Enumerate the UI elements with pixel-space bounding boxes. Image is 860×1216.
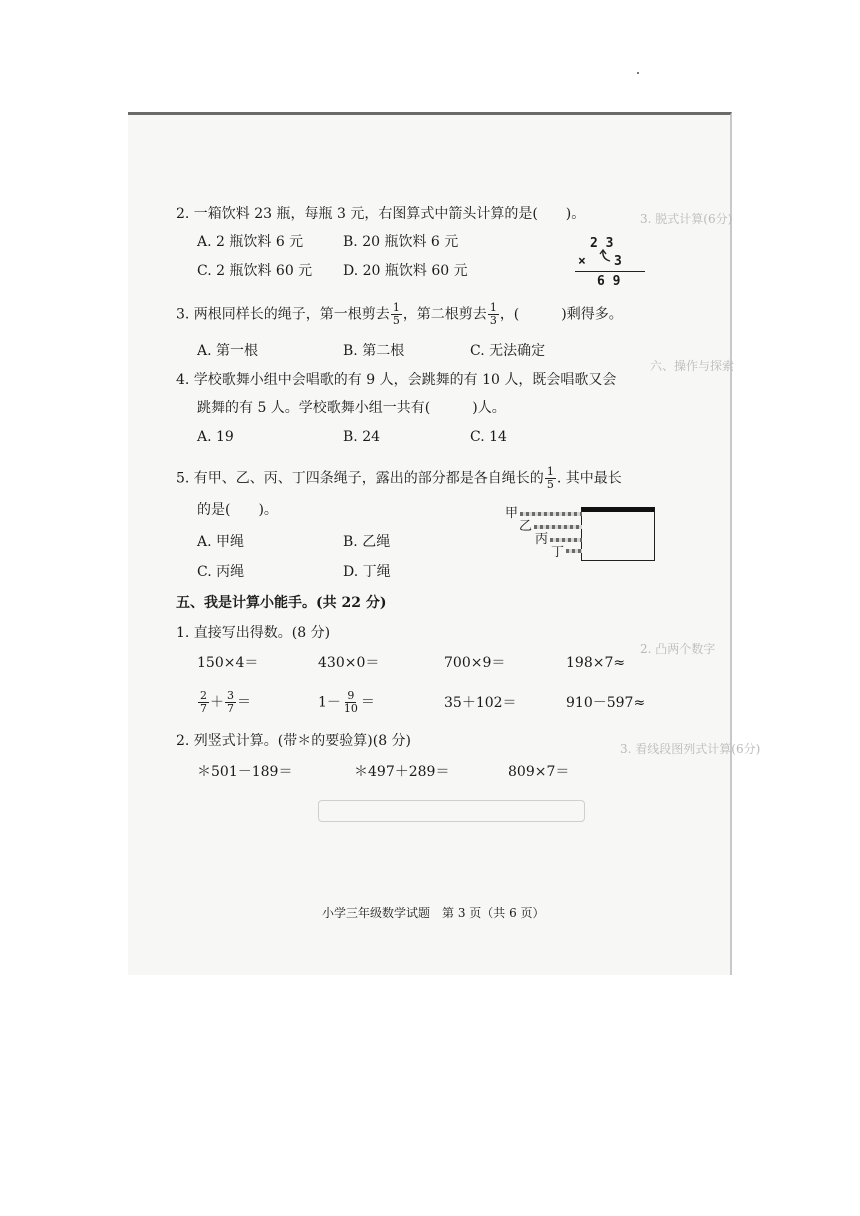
q2-stem: 2. 一箱饮料 23 瓶，每瓶 3 元，右图算式中箭头计算的是( )。: [176, 206, 586, 222]
q3-f1-numerator: 1: [392, 301, 400, 314]
rope-label-yi: 乙: [519, 519, 533, 534]
rope-jia: [520, 512, 582, 516]
calc-item-fraction-diff: [318, 690, 375, 715]
q5-stem-line2: 的是( )。: [197, 502, 278, 518]
calc-item: 700×9＝: [444, 655, 506, 671]
mul-top-number: 2 3: [590, 236, 614, 251]
q3-fraction-1: [391, 302, 402, 327]
rope-label-bing: 丙: [535, 532, 549, 547]
calc-item: 150×4＝: [197, 655, 259, 671]
sec5-sub1-title: 1. 直接写出得数。(8 分): [176, 625, 331, 641]
page-footer: 小学三年级数学试题 第 3 页（共 6 页）: [322, 906, 545, 920]
mul-line: [575, 271, 645, 272]
fraction: [225, 690, 236, 715]
fraction: [198, 690, 209, 715]
equals-sign: ＝: [237, 694, 251, 711]
vertical-calc-item: 809×7＝: [508, 764, 570, 780]
q3-option-b: B. 第二根: [343, 343, 405, 359]
rope-ding: [566, 549, 582, 553]
covering-box: [581, 507, 655, 561]
q3-option-a: A. 第一根: [197, 343, 259, 359]
q2-option-c: C. 2 瓶饮料 60 元: [197, 263, 313, 279]
q4-option-a: A. 19: [197, 429, 234, 445]
rope-label-ding: 丁: [551, 545, 565, 560]
vertical-calc-item: ＊497＋289＝: [354, 764, 450, 780]
numerator: 9: [347, 689, 355, 702]
bleed-through-text: 3. 看线段图列式计算(6分): [620, 742, 761, 756]
equals-sign: ＝: [360, 694, 375, 711]
q5-option-c: C. 丙绳: [197, 564, 245, 580]
q2-option-d: D. 20 瓶饮料 60 元: [343, 263, 468, 279]
denominator: 10: [343, 702, 358, 715]
q3-text-2: ，第二根剪去: [402, 306, 487, 323]
curved-arrow-icon: [598, 247, 614, 263]
q3-f1-denominator: 5: [392, 314, 400, 327]
vertical-calc-item: ＊501－189＝: [197, 764, 293, 780]
denominator: 7: [200, 702, 207, 715]
sec5-sub2-title: 2. 列竖式计算。(带＊的要验算)(8 分): [176, 733, 412, 749]
mul-multiplier: 3: [614, 254, 622, 269]
q4-stem-line2: 跳舞的有 5 人。学校歌舞小组一共有( )人。: [197, 400, 506, 416]
q5-stem-line1: [176, 466, 622, 491]
mul-operator: ×: [578, 254, 586, 269]
q3-option-c: C. 无法确定: [470, 343, 546, 359]
rope-bing: [550, 538, 582, 542]
section-5-title: 五、我是计算小能手。(共 22 分): [176, 595, 387, 611]
bleed-through-text: 3. 脱式计算(6分): [640, 212, 733, 226]
bleed-through-text: 六、操作与探索: [650, 359, 735, 373]
numerator: 3: [227, 689, 234, 702]
denominator: 7: [227, 702, 234, 715]
fraction: [342, 690, 360, 715]
q5-fraction: [545, 466, 556, 491]
q5-option-a: A. 甲绳: [197, 534, 245, 550]
q2-option-b: B. 20 瓶饮料 6 元: [343, 234, 459, 250]
q3-stem: [176, 302, 623, 327]
q4-option-c: C. 14: [470, 429, 507, 445]
mul-result: 6 9: [597, 274, 621, 289]
q3-f2-numerator: 1: [489, 301, 497, 314]
calc-item-fraction-sum: [197, 690, 251, 715]
scan-speck: [637, 72, 639, 74]
q3-text-1: 3. 两根同样长的绳子，第一根剪去: [176, 306, 390, 323]
rope-label-jia: 甲: [505, 506, 519, 521]
calc-item: 910－597≈: [566, 695, 646, 711]
plus-sign: ＋: [210, 694, 224, 711]
numerator: 2: [200, 689, 207, 702]
q2-option-a: A. 2 瓶饮料 6 元: [197, 234, 304, 250]
q5-text-1: 5. 有甲、乙、丙、丁四条绳子，露出的部分都是各自绳长的: [176, 470, 544, 487]
bleed-through-shape: [318, 800, 585, 822]
q5-option-b: B. 乙绳: [343, 534, 391, 550]
calc-item: 430×0＝: [318, 655, 380, 671]
q4-stem-line1: 4. 学校歌舞小组中会唱歌的有 9 人，会跳舞的有 10 人，既会唱歌又会: [176, 372, 617, 388]
q3-fraction-2: [488, 302, 499, 327]
q3-f2-denominator: 3: [489, 314, 497, 327]
q3-text-3: ，( )剩得多。: [499, 306, 623, 323]
q5-text-2: . 其中最长: [556, 470, 622, 487]
q4-option-b: B. 24: [343, 429, 381, 445]
q5-f-denominator: 5: [546, 478, 554, 491]
calc-item: 198×7≈: [566, 655, 626, 671]
q5-option-d: D. 丁绳: [343, 564, 391, 580]
q5-f-numerator: 1: [546, 465, 554, 478]
bleed-through-text: 2. 凸两个数字: [640, 642, 716, 656]
rope-yi: [534, 525, 582, 529]
minuend: 1－: [318, 694, 341, 711]
calc-item: 35＋102＝: [444, 695, 517, 711]
